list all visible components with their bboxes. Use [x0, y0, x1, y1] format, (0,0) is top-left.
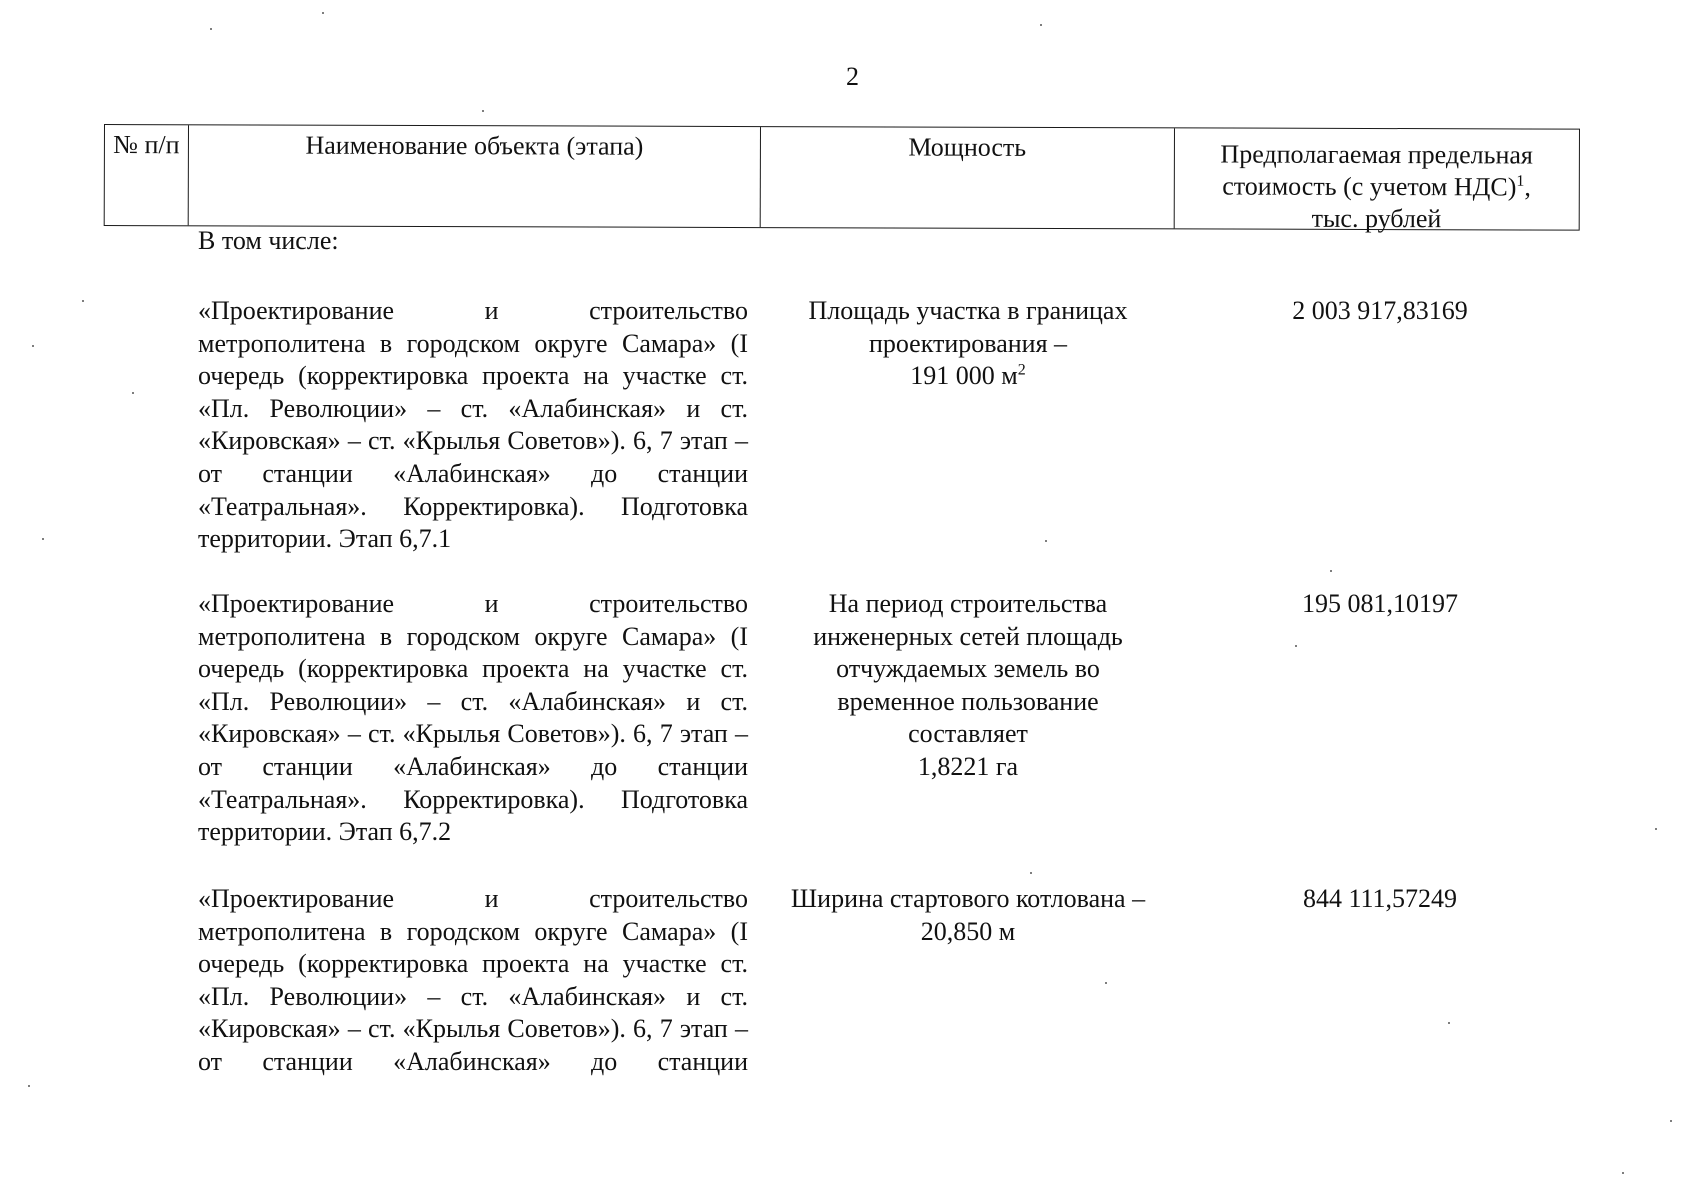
object-name: «Проектирование и строительство метрополитена в городском округе Самара» (I очередь (корректировка проекта на участке ст. «Пл. Революции» – ст. «Алабинская» и ст. «Кировская» – ст. «Крылья Советов»). 6, 7 этап – от станции «Алабинская» до станции [198, 884, 748, 1076]
object-cost: 844 111,57249 [1302, 884, 1458, 913]
power-line: Площадь участка в границах [808, 296, 1128, 325]
object-power [768, 588, 1168, 784]
header-cost-line2: стоимость (с учетом НДС) [1222, 171, 1517, 202]
object-cost: 195 081,10197 [1302, 589, 1458, 618]
power-line: 20,850 м [920, 916, 1016, 946]
power-line: временное пользование [837, 686, 1099, 716]
table-header [104, 124, 1580, 234]
header-cost-line3: тыс. рублей [1311, 203, 1442, 234]
header-cost-footnote: 1 [1516, 172, 1525, 190]
object-cost: 2 003 917,83169 [1292, 296, 1468, 325]
power-line: инженерных сетей площадь [813, 621, 1123, 651]
object-name: «Проектирование и строительство метрополитена в городском округе Самара» (I очередь (корректировка проекта на участке ст. «Пл. Революции» – ст. «Алабинская» и ст. «Кировская» – ст. «Крылья Советов»). 6, 7 этап – от станции «Алабинская» до станции «Театральная». Корректировка). Подготовка территории. Этап 6,7.2 [198, 589, 748, 847]
power-line: проектирования – [868, 328, 1068, 358]
power-line: Ширина стартового котлована – [790, 884, 1146, 913]
object-name: «Проектирование и строительство метрополитена в городском округе Самара» (I очередь (корректировка проекта на участке ст. «Пл. Революции» – ст. «Алабинская» и ст. «Кировская» – ст. «Крылья Советов»). 6, 7 этап – от станции «Алабинская» до станции «Театральная». Корректировка). Подготовка территории. Этап 6,7.1 [198, 296, 748, 554]
power-line: отчуждаемых земель во [836, 654, 1100, 684]
header-power-column: Мощность [761, 127, 1175, 228]
header-cost-line2-tail: , [1524, 172, 1531, 202]
object-power [768, 883, 1168, 948]
power-line: На период строительства [828, 589, 1108, 618]
header-number-column: № п/п [105, 125, 189, 225]
header-cost-column [1174, 128, 1579, 234]
power-superscript: 2 [1017, 361, 1026, 379]
object-power [768, 295, 1168, 393]
power-line: 1,8221 га [917, 751, 1019, 781]
power-line: составляет [908, 719, 1028, 749]
intro-text: В том числе: [198, 226, 339, 255]
header-name-column: Наименование объекта (этапа) [189, 125, 762, 227]
page-number: 2 [846, 62, 859, 91]
header-cost-line1: Предполагаемая предельная [1220, 139, 1533, 170]
power-line: 191 000 м [910, 361, 1018, 391]
